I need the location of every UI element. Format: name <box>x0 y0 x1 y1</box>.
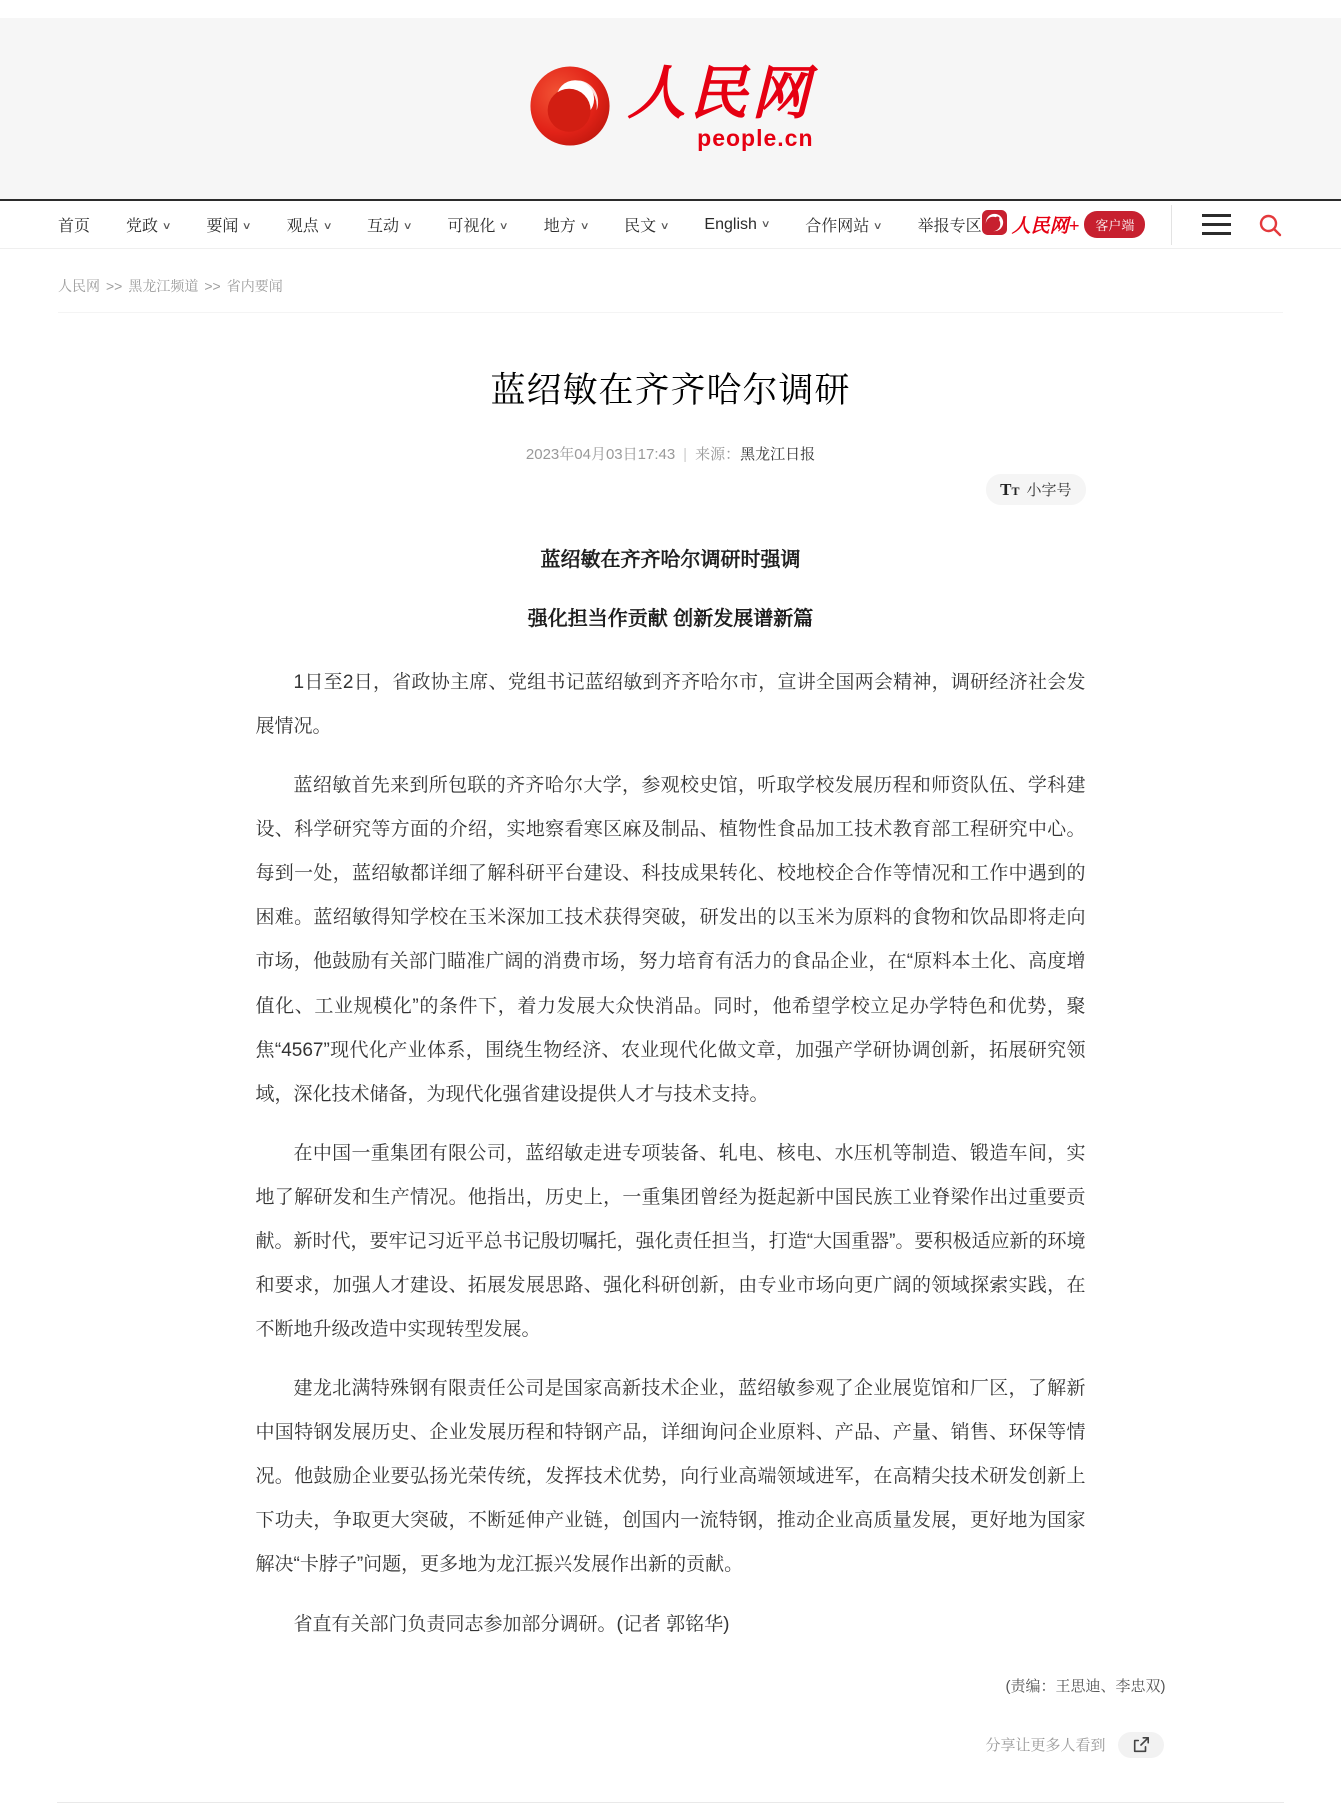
chevron-down-icon: ∨ <box>760 218 771 230</box>
chevron-down-icon: ∨ <box>242 221 252 232</box>
font-size-toggle[interactable] <box>986 474 1085 505</box>
font-size-icon: TT <box>1000 480 1020 499</box>
share-button[interactable] <box>1118 1732 1164 1758</box>
menu-hamburger-icon[interactable] <box>1198 210 1235 239</box>
chevron-down-icon: ∨ <box>402 221 413 232</box>
page-title: 蓝绍敏在齐齐哈尔调研 <box>490 371 851 410</box>
source-link[interactable]: 黑龙江日报 <box>740 446 816 463</box>
logo-cn-text: 人民网 <box>627 61 814 126</box>
app-badge-brand: 人民网+ <box>1011 216 1080 237</box>
publish-date: 2023年04月03日17:43 <box>525 446 676 463</box>
editor-credit: (责编：王思迪、李忠双) <box>1005 1677 1166 1695</box>
breadcrumb-link-people[interactable]: 人民网 <box>58 278 100 294</box>
chevron-down-icon: ∨ <box>659 221 670 232</box>
article-subhead-2: 强化担当作贡献 创新发展谱新篇 <box>527 608 814 630</box>
masthead <box>0 18 1341 199</box>
share-label: 分享让更多人看到 <box>985 1737 1106 1755</box>
nav-item-keshihua[interactable]: 可视化 ∨ <box>447 218 510 235</box>
chevron-down-icon: ∨ <box>579 221 590 232</box>
nav-item-english[interactable]: English ∨ <box>704 215 771 233</box>
font-size-label: 小字号 <box>1026 482 1072 499</box>
nav-item-home[interactable]: 首页 <box>58 218 91 235</box>
people-cn-ball-icon <box>527 63 613 154</box>
chevron-down-icon: ∨ <box>872 221 883 232</box>
source-label: 来源： <box>695 446 741 463</box>
chevron-down-icon: ∨ <box>161 221 172 232</box>
top-margin <box>0 0 1341 18</box>
article-paragraph: 蓝绍敏首先来到所包联的齐齐哈尔大学，参观校史馆，听取学校发展历程和师资队伍、学科建设、科学研究等方面的介绍，实地察看寒区麻及制品、植物性食品加工技术教育部工程研究中心。每到一处，蓝绍敏都详细了解科研平台建设、科技成果转化、校地校企合作等情况和工作中遇到的困难。蓝绍敏得知学校在玉米深加工技术获得突破，研发出的以玉米为原料的食物和饮品即将走向市场，他鼓励有关部门瞄准广阔的消费市场，努力培育有活力的食品企业，在“原料本土化、高度增值化、工业规模化”的条件下，着力发展大众快消品。同时，他希望学校立足办学特色和优势，聚焦“4567”现代化产业体系，围绕生物经济、农业现代化做文章，加强产学研协调创新，拓展研究领域，深化技术储备，为现代化强省建设提供人才与技术支持。 <box>255 775 1086 1105</box>
article-paragraph: 1日至2日，省政协主席、党组书记蓝绍敏到齐齐哈尔市，宣讲全国两会精神，调研经济社会发展情况。 <box>255 672 1086 738</box>
article-paragraph: 建龙北满特殊钢有限责任公司是国家高新技术企业，蓝绍敏参观了企业展览馆和厂区，了解新中国特钢发展历史、企业发展历程和特钢产品，详细询问企业原料、产品、产量、销售、环保等情况。他鼓励企业要弘扬光荣传统，发挥技术优势，向行业高端领域进军，在高精尖技术研发创新上下功夫，争取更大突破，不断延伸产业链，创国内一流特钢，推动企业高质量发展，更好地为国家解决“卡脖子”问题，更多地为龙江振兴发展作出新的贡献。 <box>255 1378 1086 1576</box>
search-icon[interactable] <box>1255 210 1285 240</box>
app-client-badge[interactable] <box>982 210 1146 240</box>
article-subhead-1: 蓝绍敏在齐齐哈尔调研时强调 <box>540 549 801 571</box>
breadcrumb-link-heilongjiang[interactable]: 黑龙江频道 <box>128 278 199 294</box>
article <box>255 363 1166 1758</box>
main-nav <box>0 199 1341 249</box>
meta-separator: | <box>683 446 688 463</box>
breadcrumb-separator: >> <box>106 278 123 294</box>
app-badge-pill: 客户端 <box>1084 211 1145 238</box>
share-export-icon <box>1131 1736 1151 1754</box>
article-meta <box>256 443 1086 464</box>
site-logo[interactable] <box>527 63 813 154</box>
nav-item-yaowen[interactable]: 要闻 ∨ <box>206 218 252 235</box>
nav-item-minwen[interactable]: 民文 ∨ <box>624 218 670 235</box>
article-paragraph: 在中国一重集团有限公司，蓝绍敏走进专项装备、轧电、核电、水压机等制造、锻造车间，实地了解研发和生产情况。他指出，历史上，一重集团曾经为挺起新中国民族工业脊梁作出过重要贡献。新时代，要牢记习近平总书记殷切嘱托，强化责任担当，打造“大国重器”。要积极适应新的环境和要求，加强人才建设、拓展发展思路、强化科研创新，由专业市场向更广阔的领域探索实践，在不断地升级改造中实现转型发展。 <box>255 1142 1086 1341</box>
nav-item-difang[interactable]: 地方 ∨ <box>543 218 590 235</box>
footer-divider <box>57 1802 1284 1810</box>
share-row <box>256 1732 1164 1758</box>
nav-item-jubaozhuanqu[interactable]: 举报专区 <box>917 218 982 235</box>
nav-item-guandian[interactable]: 观点 ∨ <box>286 218 333 235</box>
breadcrumb-separator: >> <box>204 278 221 294</box>
nav-item-hudong[interactable]: 互动 ∨ <box>367 218 413 235</box>
breadcrumb-link-shengnei[interactable]: 省内要闻 <box>226 278 283 294</box>
breadcrumb <box>58 249 1283 313</box>
nav-links <box>58 213 982 236</box>
logo-en-text: people.cn <box>697 125 814 151</box>
chevron-down-icon: ∨ <box>322 221 333 232</box>
nav-divider <box>1171 205 1172 245</box>
chevron-down-icon: ∨ <box>499 221 510 232</box>
people-plus-logo-icon <box>982 210 1007 240</box>
nav-item-hezuowangzhan[interactable]: 合作网站 ∨ <box>805 218 883 235</box>
nav-item-dangzheng[interactable]: 党政 ∨ <box>126 218 172 235</box>
article-paragraph: 省直有关部门负责同志参加部分调研。(记者 郭铭华) <box>293 1613 730 1635</box>
